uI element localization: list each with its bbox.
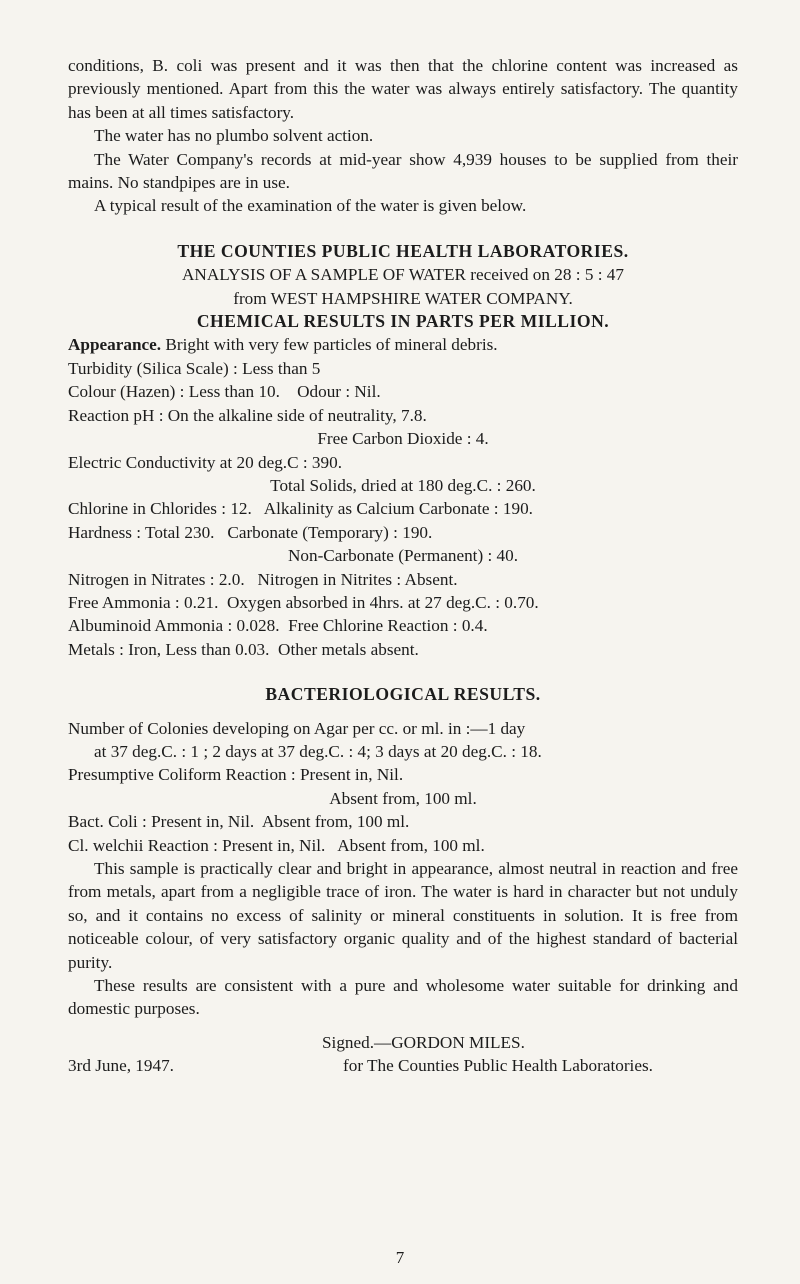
bacteriological-line: Number of Colonies developing on Agar per cc. or ml. in :—1 day [68, 718, 526, 738]
appearance-label: Appearance. [68, 335, 162, 355]
bacteriological-line: Bact. Coli : Present in, Nil. Absent from, 100 ml. [68, 812, 410, 832]
chemical-line: Colour (Hazen) : Less than 10. Odour : Nil. [68, 382, 381, 402]
bacteriological-line: Cl. welchii Reaction : Present in, Nil. Absent from, 100 ml. [68, 835, 485, 855]
signature-name: Signed.—GORDON MILES. [322, 1032, 525, 1052]
appearance-value: Bright with very few particles of mineral debris. [165, 335, 498, 355]
signature-line [68, 1054, 738, 1077]
analysis-line: from WEST HAMPSHIRE WATER COMPANY. [233, 288, 573, 308]
appearance-line [68, 333, 738, 356]
page-number: 7 [395, 1248, 405, 1267]
chemical-line: Chlorine in Chlorides : 12. Alkalinity as Calcium Carbonate : 190. [68, 499, 533, 519]
conclusion-paragraph: These results are consistent with a pure and wholesome water suitable for drinking and domestic purposes. [68, 976, 738, 1019]
chemical-line: Metals : Iron, Less than 0.03. Other metals absent. [68, 639, 419, 659]
body-text [68, 54, 738, 1078]
chemical-line: Free Carbon Dioxide : 4. [317, 429, 489, 449]
chemical-line: Free Ammonia : 0.21. Oxygen absorbed in 4hrs. at 27 deg.C. : 0.70. [68, 592, 539, 612]
bacteriological-heading: BACTERIOLOGICAL RESULTS. [265, 684, 541, 705]
intro-paragraph: The Water Company's records at mid-year show 4,939 houses to be supplied from their mains. No standpipes are in use. [68, 149, 738, 193]
intro-paragraph: conditions, B. coli was present and it was then that the chlorine content was increased as previously mentioned. Apart from this the water was always entirely satisfactory. The quantity has been at all times satisfactory. [68, 56, 738, 122]
signature-date: 3rd June, 1947. [68, 1056, 174, 1076]
chemical-line: Turbidity (Silica Scale) : Less than 5 [68, 358, 321, 378]
analysis-line: ANALYSIS OF A SAMPLE OF WATER received on 28 : 5 : 47 [182, 265, 624, 285]
chemical-line: Reaction pH : On the alkaline side of neutrality, 7.8. [68, 405, 427, 425]
signature-organisation: for The Counties Public Health Laboratories. [343, 1056, 653, 1076]
bacteriological-line: Presumptive Coliform Reaction : Present in, Nil. [68, 765, 404, 785]
bacteriological-line: at 37 deg.C. : 1 ; 2 days at 37 deg.C. : 4; 3 days at 20 deg.C. : 18. [94, 741, 542, 761]
chemical-line: Hardness : Total 230. Carbonate (Temporary) : 190. [68, 522, 433, 542]
intro-paragraph: The water has no plumbo solvent action. [94, 126, 374, 146]
intro-paragraph: A typical result of the examination of the water is given below. [94, 196, 527, 216]
chemical-results-heading: CHEMICAL RESULTS IN PARTS PER MILLION. [196, 311, 610, 332]
conclusion-paragraph: This sample is practically clear and bright in appearance, almost neutral in reaction and free from metals, apart from a negligible trace of iron. The water is hard in character but not unduly so, and it contains no excess of salinity or mineral constituents in solution. It is free from noticeable colour, of very satisfactory organic quality and of the highest standard of bacterial purity. [68, 859, 738, 972]
chemical-line: Nitrogen in Nitrates : 2.0. Nitrogen in Nitrites : Absent. [68, 569, 458, 589]
bacteriological-line: Absent from, 100 ml. [329, 788, 477, 808]
laboratory-heading: THE COUNTIES PUBLIC HEALTH LABORATORIES. [177, 240, 629, 261]
chemical-line: Albuminoid Ammonia : 0.028. Free Chlorine Reaction : 0.4. [68, 616, 488, 636]
chemical-line: Total Solids, dried at 180 deg.C. : 260. [270, 475, 536, 495]
chemical-line: Non-Carbonate (Permanent) : 40. [287, 546, 519, 566]
chemical-line: Electric Conductivity at 20 deg.C : 390. [68, 452, 342, 472]
